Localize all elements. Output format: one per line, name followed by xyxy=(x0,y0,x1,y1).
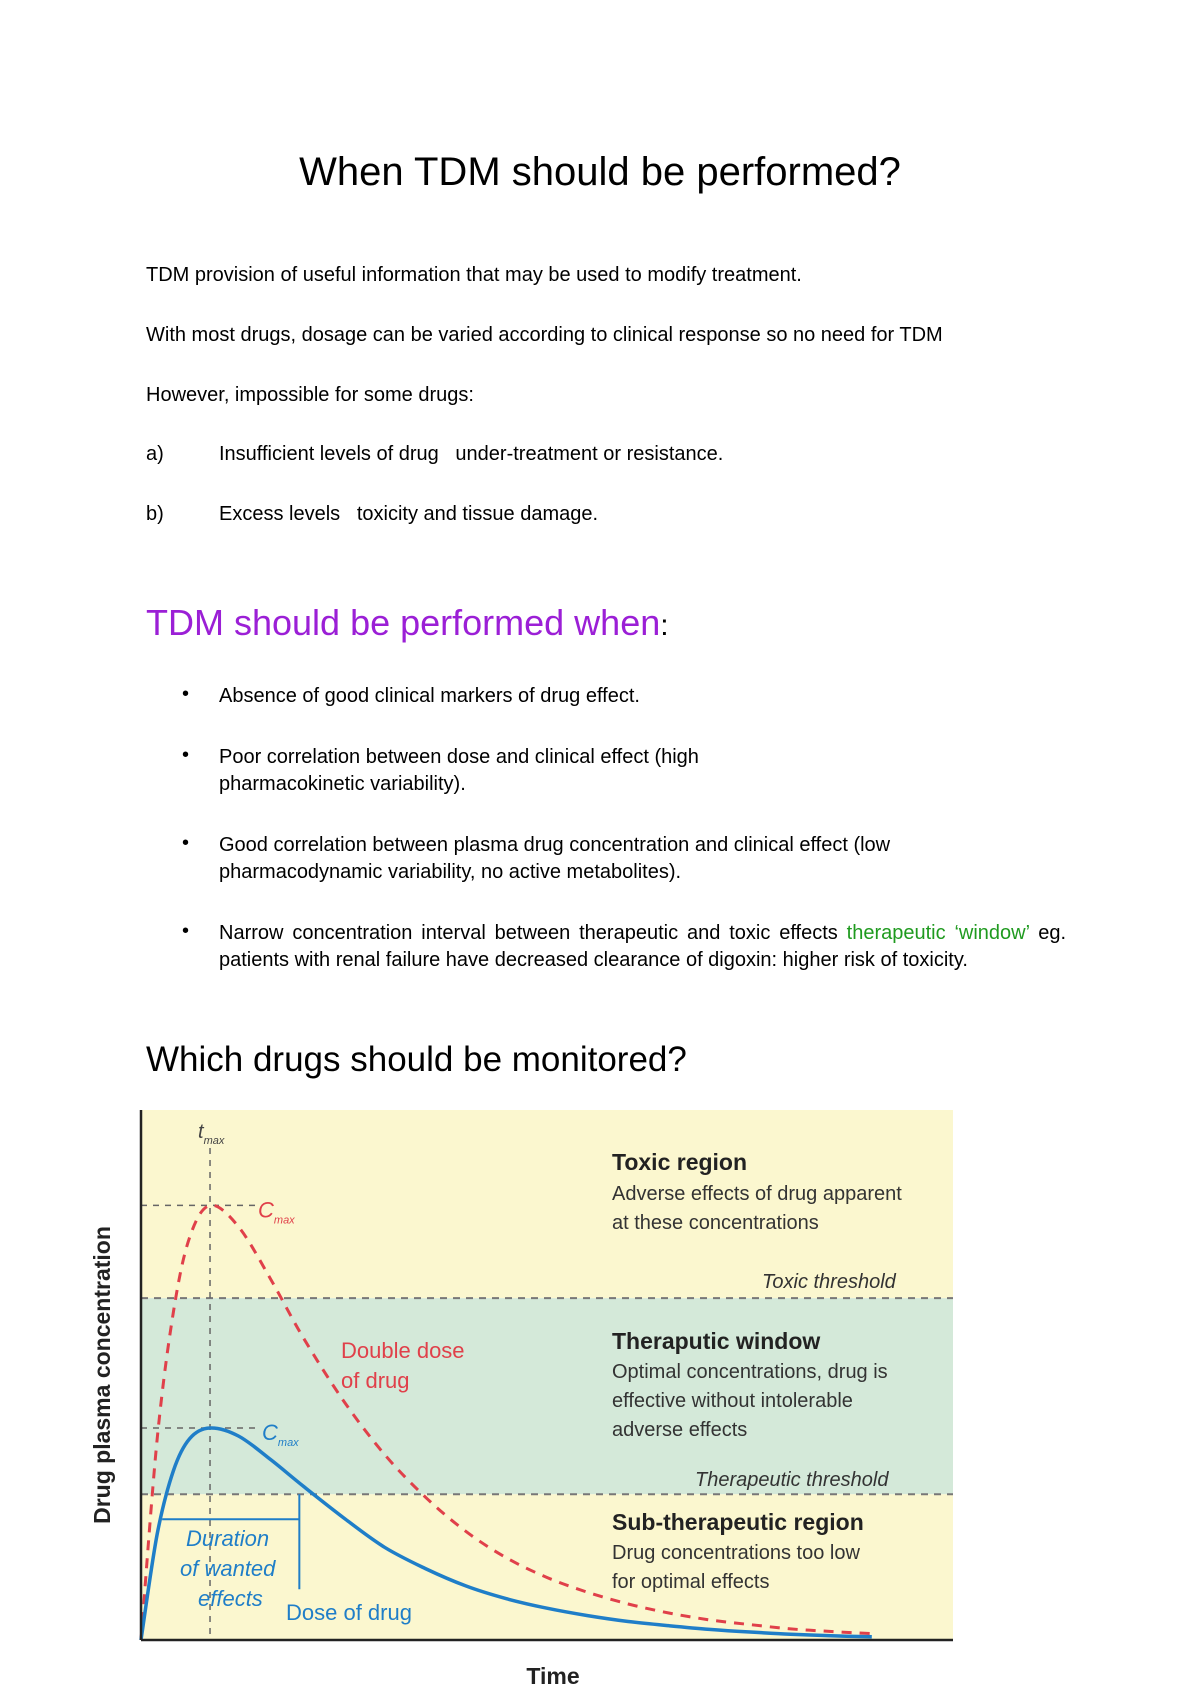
bullet-marker: • xyxy=(182,744,190,766)
section-heading-which-drugs: Which drugs should be monitored? xyxy=(146,1040,687,1079)
intro-paragraph-2: With most drugs, dosage can be varied according to clinical response so no need for TDM xyxy=(146,324,943,346)
dose-label: Dose of drug xyxy=(286,1600,412,1625)
duration-label-line-3: effects xyxy=(198,1586,263,1611)
section-heading-when-text: TDM should be performed when xyxy=(146,602,661,643)
tmax-label-sub: max xyxy=(203,1135,225,1147)
toxic-region-title: Toxic region xyxy=(612,1149,748,1175)
sub-therapeutic-title: Sub-therapeutic region xyxy=(612,1509,864,1535)
double-dose-label-line-2: of drug xyxy=(341,1368,410,1393)
cmax-single-main: C xyxy=(262,1420,278,1445)
bullet-item-3: Good correlation between plasma drug concentration and clinical effect (low pharmacodynamic variability, no active metabolites). xyxy=(219,834,891,883)
y-axis-label: Drug plasma concentration xyxy=(89,1226,115,1524)
toxic-region-desc-1: Adverse effects of drug apparent xyxy=(612,1183,902,1205)
list-item-label-a: a) xyxy=(146,443,164,465)
section-heading-when xyxy=(146,602,669,644)
tmax-label-main: t xyxy=(198,1121,204,1143)
bullet-item-4-before: Narrow concentration interval between therapeutic and toxic effects xyxy=(219,922,847,944)
duration-label-line-1: Duration xyxy=(186,1526,270,1551)
bullet-item-2: Poor correlation between dose and clinical effect (high pharmacokinetic variability). xyxy=(219,746,699,795)
cmax-double-main: C xyxy=(258,1197,274,1223)
cmax-single-sub: max xyxy=(277,1437,299,1449)
bullet-marker: • xyxy=(182,683,190,705)
list-item-text-a: Insufficient levels of drug under-treatment or resistance. xyxy=(219,443,724,465)
therapeutic-threshold-label: Therapeutic threshold xyxy=(695,1469,889,1491)
therapeutic-window-desc-1: Optimal concentrations, drug is xyxy=(612,1361,888,1383)
therapeutic-window-title: Theraputic window xyxy=(612,1328,821,1354)
bullet-item-4 xyxy=(219,920,1066,974)
double-dose-label-line-1: Double dose xyxy=(341,1338,465,1363)
therapeutic-window-term: therapeutic ‘window’ xyxy=(846,922,1030,944)
list-item-text-b: Excess levels toxicity and tissue damage. xyxy=(219,503,599,525)
sub-therapeutic-desc-2: for optimal effects xyxy=(612,1571,770,1593)
cmax-double-sub: max xyxy=(273,1214,295,1227)
toxic-region-desc-2: at these concentrations xyxy=(612,1212,819,1234)
duration-label-line-2: of wanted xyxy=(180,1556,276,1581)
intro-paragraph-1: TDM provision of useful information that may be used to modify treatment. xyxy=(146,264,802,286)
list-item-label-b: b) xyxy=(146,503,164,525)
tdm-concentration-chart xyxy=(80,1098,980,1688)
therapeutic-window-desc-2: effective without intolerable xyxy=(612,1390,853,1412)
intro-paragraph-3: However, impossible for some drugs: xyxy=(146,384,474,406)
bullet-marker: • xyxy=(182,920,190,942)
section-heading-when-colon: : xyxy=(660,609,669,642)
page-title: When TDM should be performed? xyxy=(299,150,901,194)
toxic-threshold-label: Toxic threshold xyxy=(762,1271,896,1293)
bullet-item-4-after: eg. patients with renal failure have decreased clearance of digoxin: higher risk of toxicity. xyxy=(219,922,1067,971)
bullet-item-1: Absence of good clinical markers of drug effect. xyxy=(219,685,640,707)
x-axis-label: Time xyxy=(526,1663,580,1688)
therapeutic-window-desc-3: adverse effects xyxy=(612,1419,748,1441)
sub-therapeutic-desc-1: Drug concentrations too low xyxy=(612,1542,860,1564)
bullet-marker: • xyxy=(182,832,190,854)
